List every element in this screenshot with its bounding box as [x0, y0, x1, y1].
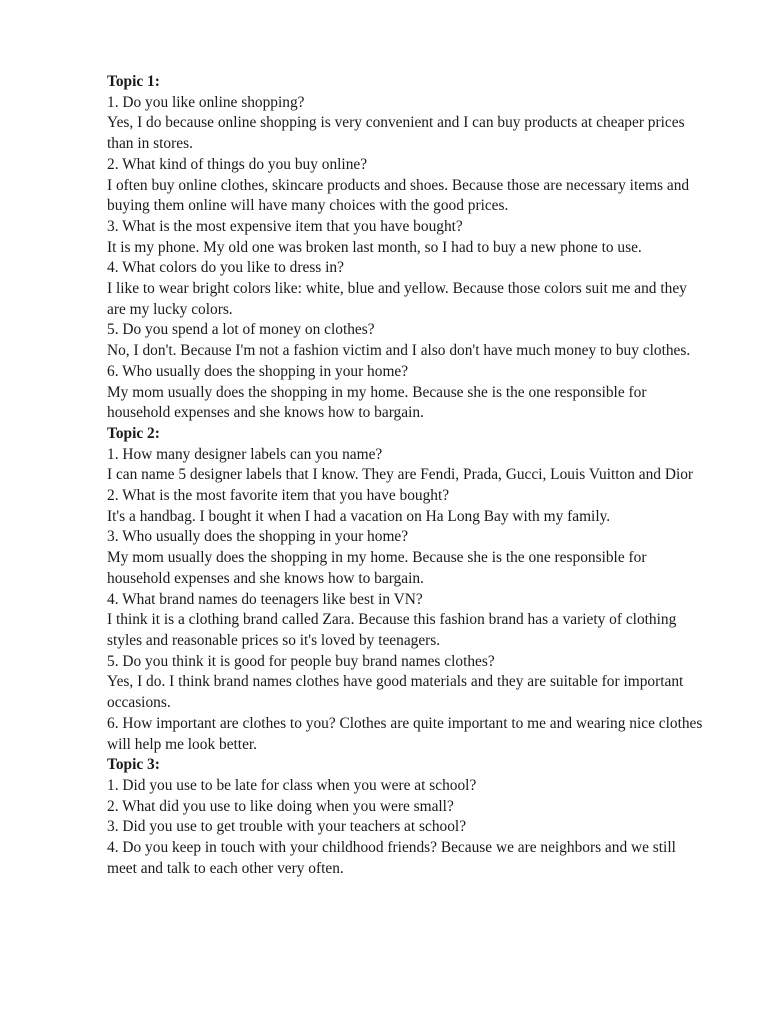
topic-1-answer-3: It is my phone. My old one was broken last month, so I had to buy a new phone to use. [107, 238, 642, 256]
topic-1-answer-6: My mom usually does the shopping in my home. Because she is the one responsible for household expenses and she knows how to bargain. [107, 383, 647, 422]
topic-2-question-1: 1. How many designer labels can you name? [107, 445, 383, 463]
topic-2-question-5: 5. Do you think it is good for people buy brand names clothes? [107, 652, 495, 670]
topic-1-question-5: 5. Do you spend a lot of money on clothes? [107, 321, 375, 339]
document-page [107, 72, 707, 879]
topic-2-question-2: 2. What is the most favorite item that you have bought? [107, 487, 450, 505]
topic-3-question-1: 1. Did you use to be late for class when you were at school? [107, 776, 477, 794]
topic-1-answer-4: I like to wear bright colors like: white, blue and yellow. Because those colors suit me and they are my lucky colors. [107, 280, 687, 318]
topic-2-answer-4: I think it is a clothing brand called Zara. Because this fashion brand has a variety of clothing styles and reasonable prices so it's loved by teenagers. [107, 611, 677, 649]
topic-1-question-1: 1. Do you like online shopping? [107, 93, 305, 111]
topic-2-answer-2: It's a handbag. I bought it when I had a vacation on Ha Long Bay with my family. [107, 507, 611, 525]
topic-1-question-4: 4. What colors do you like to dress in? [107, 259, 344, 277]
topic-1-question-2: 2. What kind of things do you buy online? [107, 155, 368, 173]
topic-1-answer-1: Yes, I do because online shopping is very convenient and I can buy products at cheaper prices than in stores. [107, 114, 685, 153]
topic-1-heading: Topic 1: [107, 73, 160, 90]
topic-2-answer-3: My mom usually does the shopping in my home. Because she is the one responsible for household expenses and she knows how to bargain. [107, 549, 647, 587]
topic-3-heading: Topic 3: [107, 756, 160, 774]
topic-3-question-2: 2. What did you use to like doing when you were small? [107, 797, 454, 815]
topic-2-answer-1: I can name 5 designer labels that I know. They are Fendi, Prada, Gucci, Louis Vuitton and Dior [107, 466, 694, 484]
topic-3-question-4: 4. Do you keep in touch with your childhood friends? Because we are neighbors and we still meet and talk to each other very often. [107, 839, 676, 877]
topic-2-question-3: 3. Who usually does the shopping in your home? [107, 528, 409, 546]
topic-1-answer-2: I often buy online clothes, skincare products and shoes. Because those are necessary items and buying them online will have many choices with the good prices. [107, 176, 690, 215]
topic-2-question-4: 4. What brand names do teenagers like best in VN? [107, 590, 423, 608]
topic-1-answer-5: No, I don't. Because I'm not a fashion victim and I also don't have much money to buy clothes. [107, 342, 691, 360]
topic-2-answer-5: Yes, I do. I think brand names clothes have good materials and they are suitable for important occasions. [107, 673, 684, 712]
topic-2-heading: Topic 2: [107, 424, 160, 442]
topic-1-question-6: 6. Who usually does the shopping in your home? [107, 362, 409, 380]
topic-3-question-3: 3. Did you use to get trouble with your teachers at school? [107, 818, 467, 836]
topic-1-question-3: 3. What is the most expensive item that you have bought? [107, 217, 463, 235]
topic-2-question-6: 6. How important are clothes to you? Clothes are quite important to me and wearing nice clothes will help me look better. [107, 714, 703, 753]
